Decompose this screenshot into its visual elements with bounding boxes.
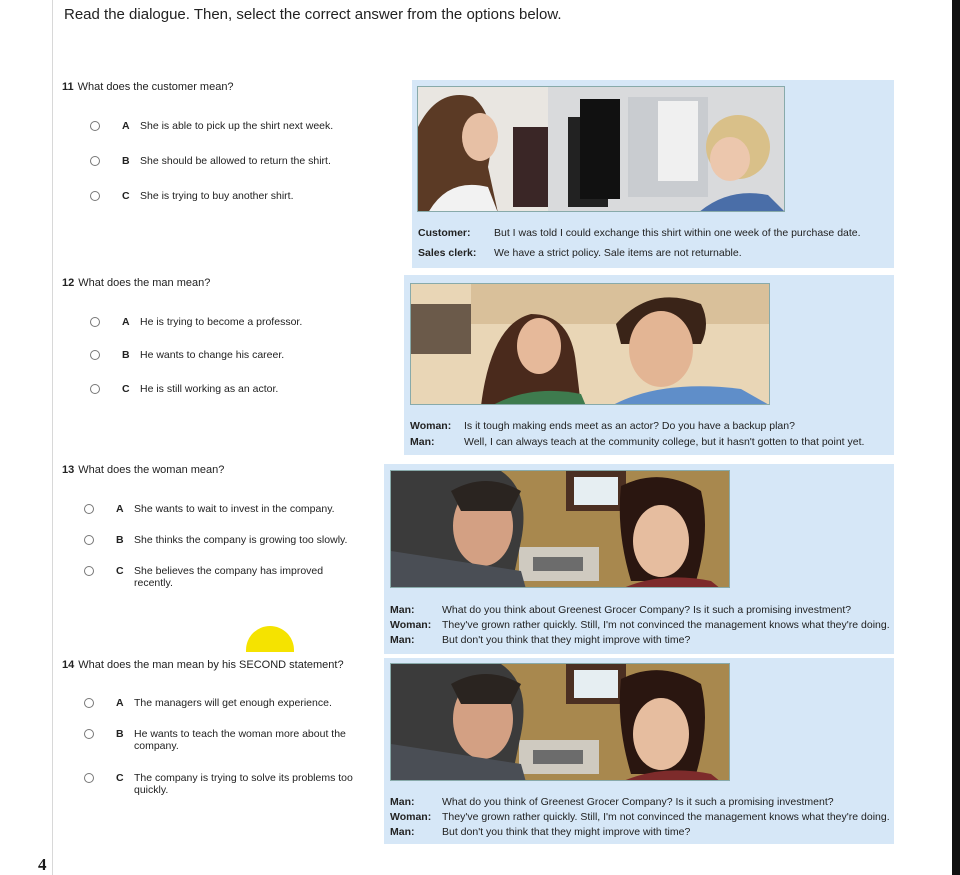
question-number: 14	[62, 659, 75, 671]
option-14-c[interactable]	[84, 772, 369, 796]
question-11	[62, 81, 234, 93]
dialogue-text: But don't you think that they might improve with time?	[442, 826, 691, 838]
page-number: 4	[38, 855, 47, 874]
dialogue-text: But don't you think that they might improve with time?	[442, 634, 691, 646]
dialogue-text: We have a strict policy. Sale items are not returnable.	[494, 247, 742, 259]
option-letter: C	[116, 565, 124, 577]
question-text: What does the woman mean?	[78, 464, 225, 476]
instructions: Read the dialogue. Then, select the correct answer from the options below.	[64, 6, 562, 23]
dialogue-text: They've grown rather quickly. Still, I'm not convinced the management knows what they're doing.	[442, 811, 890, 823]
radio-button[interactable]	[84, 566, 94, 576]
dialogue-text: They've grown rather quickly. Still, I'm not convinced the management knows what they're doing.	[442, 619, 890, 631]
option-letter: C	[116, 772, 124, 784]
radio-button[interactable]	[90, 121, 100, 131]
option-letter: A	[122, 120, 130, 132]
radio-button[interactable]	[90, 350, 100, 360]
option-11-b[interactable]	[90, 155, 331, 167]
dialogue-text: But I was told I could exchange this shirt within one week of the purchase date.	[494, 227, 861, 239]
option-letter: C	[122, 383, 130, 395]
option-text: He wants to teach the woman more about the company.	[134, 728, 346, 752]
dialogue-line	[390, 796, 834, 808]
radio-button[interactable]	[90, 384, 100, 394]
dialogue-line	[410, 436, 864, 448]
option-11-c[interactable]	[90, 190, 294, 202]
option-13-c[interactable]	[84, 565, 344, 589]
margin-rule	[52, 0, 53, 875]
question-13	[62, 464, 224, 476]
option-text: She should be allowed to return the shirt.	[140, 155, 331, 167]
option-text: The company is trying to solve its problems too quickly.	[134, 772, 353, 796]
dialogue-line	[390, 826, 690, 838]
photo-shop	[417, 86, 785, 212]
speaker-label: Man:	[410, 436, 435, 448]
option-12-c[interactable]	[90, 383, 278, 395]
question-text: What does the customer mean?	[77, 81, 234, 93]
speaker-label: Woman:	[390, 811, 432, 823]
question-14	[62, 659, 344, 671]
question-text: What does the man mean by his SECOND statement?	[78, 659, 344, 671]
option-letter: B	[122, 349, 130, 361]
radio-button[interactable]	[84, 698, 94, 708]
dialogue-text: What do you think about Greenest Grocer Company? Is it such a promising investment?	[442, 604, 852, 616]
speaker-label: Man:	[390, 604, 415, 616]
option-13-a[interactable]	[84, 503, 335, 515]
option-text: He wants to change his career.	[140, 349, 285, 361]
option-letter: B	[122, 155, 130, 167]
option-12-a[interactable]	[90, 316, 302, 328]
speaker-label: Woman:	[390, 619, 432, 631]
option-text: She thinks the company is growing too slowly.	[134, 534, 348, 546]
photo-office-2	[390, 663, 730, 781]
option-letter: B	[116, 534, 124, 546]
radio-button[interactable]	[90, 317, 100, 327]
option-letter: A	[116, 503, 124, 515]
option-14-a[interactable]	[84, 697, 332, 709]
speaker-label: Man:	[390, 796, 415, 808]
radio-button[interactable]	[84, 729, 94, 739]
option-letter: B	[116, 728, 124, 740]
dialogue-text: What do you think of Greenest Grocer Company? Is it such a promising investment?	[442, 796, 834, 808]
option-text: He is still working as an actor.	[140, 383, 279, 395]
speaker-label: Man:	[390, 634, 415, 646]
option-letter: A	[116, 697, 124, 709]
speaker-label: Sales clerk:	[418, 247, 477, 259]
question-text: What does the man mean?	[78, 277, 211, 289]
radio-button[interactable]	[90, 191, 100, 201]
option-13-b[interactable]	[84, 534, 347, 546]
dialogue-line	[390, 604, 851, 616]
radio-button[interactable]	[84, 535, 94, 545]
option-14-b[interactable]	[84, 728, 364, 752]
dialogue-line	[410, 420, 795, 432]
option-text: She wants to wait to invest in the company.	[134, 503, 335, 515]
question-12	[62, 277, 210, 289]
dialogue-line	[390, 619, 890, 631]
photo-couple	[410, 283, 770, 405]
dialogue-line	[390, 634, 690, 646]
option-letter: A	[122, 316, 130, 328]
speaker-label: Woman:	[410, 420, 452, 432]
option-text: The managers will get enough experience.	[134, 697, 332, 709]
question-number: 11	[62, 81, 74, 93]
option-text: She is trying to buy another shirt.	[140, 190, 294, 202]
question-number: 13	[62, 464, 75, 476]
radio-button[interactable]	[84, 504, 94, 514]
highlight-blob	[246, 626, 294, 652]
option-text: She believes the company has improved recently.	[134, 565, 324, 589]
dialogue-text: Well, I can always teach at the community college, but it hasn't gotten to that point yet.	[464, 436, 865, 448]
page-edge	[952, 0, 960, 875]
photo-office-1	[390, 470, 730, 588]
dialogue-line	[418, 227, 861, 239]
question-number: 12	[62, 277, 75, 289]
option-text: He is trying to become a professor.	[140, 316, 303, 328]
option-letter: C	[122, 190, 130, 202]
radio-button[interactable]	[90, 156, 100, 166]
option-11-a[interactable]	[90, 120, 333, 132]
dialogue-text: Is it tough making ends meet as an actor? Do you have a backup plan?	[464, 420, 795, 432]
option-text: She is able to pick up the shirt next week.	[140, 120, 334, 132]
dialogue-line	[418, 247, 742, 259]
radio-button[interactable]	[84, 773, 94, 783]
speaker-label: Customer:	[418, 227, 471, 239]
speaker-label: Man:	[390, 826, 415, 838]
option-12-b[interactable]	[90, 349, 284, 361]
dialogue-line	[390, 811, 890, 823]
